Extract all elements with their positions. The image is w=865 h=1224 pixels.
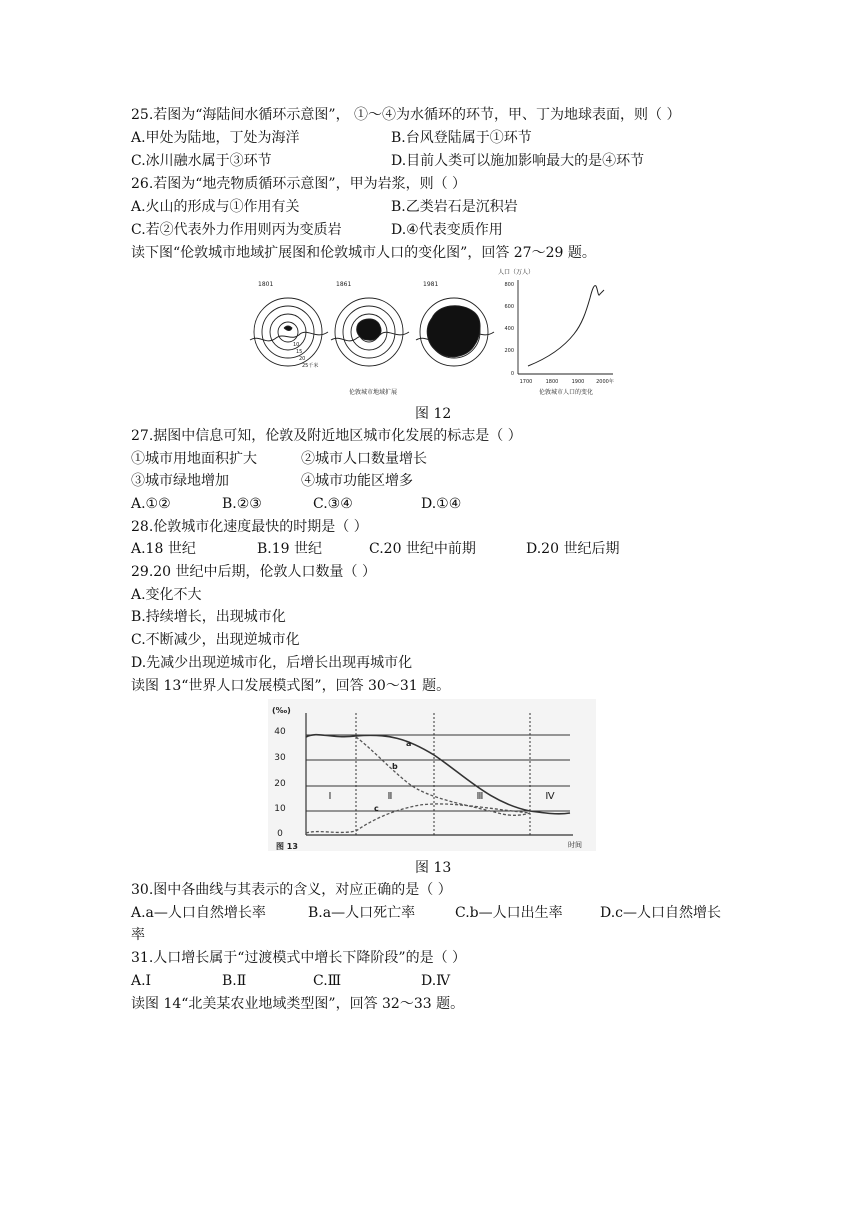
curve-label-b: b bbox=[392, 762, 398, 771]
q26-option-a: A.火山的形成与①作用有关 bbox=[131, 199, 300, 215]
q30-option-b: B.a—人口死亡率 bbox=[308, 905, 416, 921]
q29-option-a: A.变化不大 bbox=[131, 587, 202, 603]
q29-option-c: C.不断减少，出现逆城市化 bbox=[131, 632, 300, 648]
pop-y-tick-800: 800 bbox=[504, 282, 514, 288]
ring-label-25: 25千米 bbox=[302, 363, 319, 369]
q29-option-b: B.持续增长，出现城市化 bbox=[131, 609, 286, 625]
stage-label-4: Ⅳ bbox=[545, 791, 555, 802]
q27-option-d: D.①④ bbox=[421, 496, 462, 512]
q30-option-d: D.c—人口自然增长 bbox=[600, 905, 722, 921]
pop-y-tick-0: 0 bbox=[510, 371, 514, 377]
map-caption: 伦敦城市地域扩展 bbox=[348, 389, 398, 396]
figure-12 bbox=[248, 268, 620, 398]
pop-y-tick-400: 400 bbox=[504, 326, 514, 332]
q27-stem: 27.据图中信息可知，伦敦及附近地区城市化发展的标志是（ ） bbox=[131, 428, 522, 444]
curve-label-c: c bbox=[374, 804, 379, 813]
fig13-y-tick-40: 40 bbox=[274, 727, 286, 737]
intro-fig14: 读图 14“北美某农业地域类型图”，回答 32～33 题。 bbox=[131, 996, 465, 1012]
fig13-y-tick-20: 20 bbox=[274, 779, 286, 789]
ring-label-10: 10 bbox=[293, 342, 300, 348]
q31-stem: 31.人口增长属于“过渡模式中增长下降阶段”的是（ ） bbox=[131, 950, 467, 966]
map-year-1861: 1861 bbox=[336, 281, 352, 288]
q31-option-d: D.Ⅳ bbox=[421, 973, 451, 989]
q27-statement-4: ④城市功能区增多 bbox=[301, 473, 413, 489]
q30-stem: 30.图中各曲线与其表示的含义，对应正确的是（ ） bbox=[131, 882, 452, 898]
q25-stem: 25.若图为“海陆间水循环示意图”， ①～④为水循环的环节，甲、丁为地球表面，则（ ） bbox=[131, 107, 681, 123]
stage-label-1: Ⅰ bbox=[328, 791, 332, 802]
fig13-y-tick-0: 0 bbox=[277, 829, 283, 839]
pop-y-title: 人口（万人） bbox=[498, 269, 535, 276]
q31-option-a: A.Ⅰ bbox=[131, 973, 152, 989]
q29-option-d: D.先减少出现逆城市化，后增长出现再城市化 bbox=[131, 655, 413, 671]
q26-option-b: B.乙类岩石是沉积岩 bbox=[391, 199, 518, 215]
pop-x-tick-2000: 2000年 bbox=[596, 379, 614, 385]
map-year-1981: 1981 bbox=[423, 281, 439, 288]
q25-option-c: C.冰川融水属于③环节 bbox=[131, 153, 272, 169]
q25-option-b: B.台风登陆属于①环节 bbox=[391, 130, 532, 146]
fig13-x-label: 时间 bbox=[568, 841, 582, 849]
intro-fig13: 读图 13“世界人口发展模式图”，回答 30～31 题。 bbox=[131, 678, 451, 694]
q29-stem: 29.20 世纪中后期，伦敦人口数量（ ） bbox=[131, 564, 376, 580]
pop-chart-caption: 伦敦城市人口的变化 bbox=[538, 389, 594, 396]
q30-option-a: A.a—人口自然增长率 bbox=[131, 905, 266, 921]
q27-option-b: B.②③ bbox=[222, 496, 262, 512]
q26-option-d: D.④代表变质作用 bbox=[391, 222, 503, 238]
stage-label-3: Ⅲ bbox=[476, 791, 484, 802]
population-curve bbox=[528, 286, 604, 366]
pop-y-tick-200: 200 bbox=[504, 348, 514, 354]
q25-option-d: D.目前人类可以施加影响最大的是④环节 bbox=[391, 153, 645, 169]
q28-option-b: B.19 世纪 bbox=[257, 541, 323, 557]
intro-fig12: 读下图“伦敦城市地域扩展图和伦敦城市人口的变化图”，回答 27～29 题。 bbox=[131, 245, 596, 261]
q27-statement-1: ①城市用地面积扩大 bbox=[131, 451, 257, 467]
fig13-unit: (‰) bbox=[272, 706, 291, 715]
q26-stem: 26.若图为“地壳物质循环示意图”，甲为岩浆，则（ ） bbox=[131, 176, 467, 192]
fig13-caption: 图 13 bbox=[415, 860, 452, 876]
ring-label-15: 15 bbox=[296, 349, 303, 355]
q28-option-d: D.20 世纪后期 bbox=[526, 541, 620, 557]
ring-label-20: 20 bbox=[299, 356, 306, 362]
q27-option-c: C.③④ bbox=[313, 496, 353, 512]
q28-option-c: C.20 世纪中前期 bbox=[369, 541, 476, 557]
q27-option-a: A.①② bbox=[131, 496, 171, 512]
q26-option-c: C.若②代表外力作用则丙为变质岩 bbox=[131, 222, 342, 238]
q28-stem: 28.伦敦城市化速度最快的时期是（ ） bbox=[131, 519, 368, 535]
map-year-1801: 1801 bbox=[258, 281, 274, 288]
population-chart bbox=[498, 268, 614, 396]
q30-option-c: C.b—人口出生率 bbox=[455, 905, 563, 921]
curve-label-a: a bbox=[406, 739, 412, 748]
pop-x-tick-1900: 1900 bbox=[571, 379, 585, 385]
q27-statement-3: ③城市绿地增加 bbox=[131, 473, 229, 489]
fig13-y-tick-30: 30 bbox=[274, 753, 286, 763]
map-1981 bbox=[416, 298, 494, 366]
map-1801 bbox=[250, 298, 328, 366]
pop-x-tick-1800: 1800 bbox=[545, 379, 559, 385]
map-1861 bbox=[331, 298, 409, 366]
q31-option-b: B.Ⅱ bbox=[222, 973, 247, 989]
pop-y-tick-600: 600 bbox=[504, 304, 514, 310]
q27-statement-2: ②城市人口数量增长 bbox=[301, 451, 427, 467]
figure-13 bbox=[268, 699, 596, 851]
q31-option-c: C.Ⅲ bbox=[313, 973, 342, 989]
fig13-inner-caption: 图 13 bbox=[276, 842, 298, 851]
fig13-y-tick-10: 10 bbox=[274, 804, 286, 814]
q28-option-a: A.18 世纪 bbox=[131, 541, 196, 557]
pop-x-tick-1700: 1700 bbox=[519, 379, 533, 385]
q25-option-a: A.甲处为陆地，丁处为海洋 bbox=[131, 130, 300, 146]
stage-label-2: Ⅱ bbox=[387, 791, 393, 802]
q30-option-d-wrap: 率 bbox=[131, 927, 145, 943]
fig12-caption: 图 12 bbox=[415, 406, 452, 422]
